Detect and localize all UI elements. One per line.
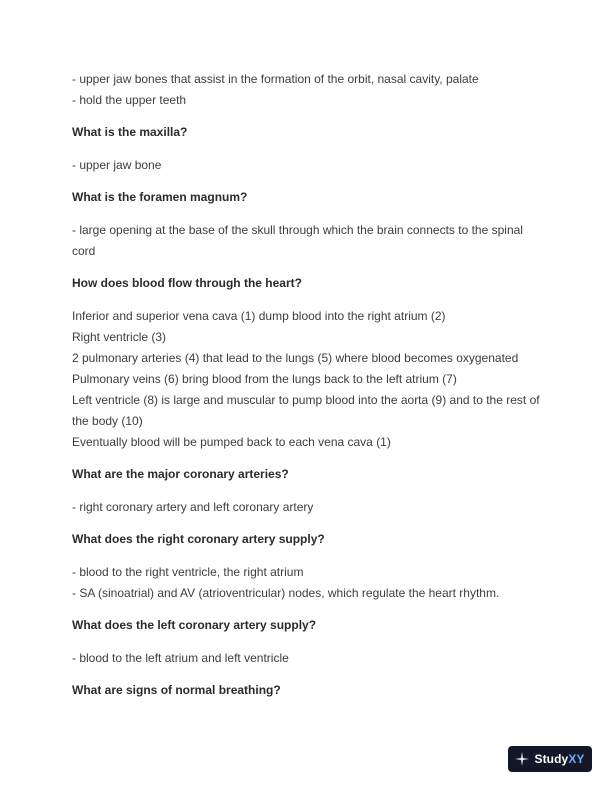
answer-block [72,562,542,604]
text-line: - upper jaw bones that assist in the formation of the orbit, nasal cavity, palate [72,72,479,86]
answer-block [72,648,542,669]
question-heading: What is the maxilla? [72,125,188,139]
answer-line: Left ventricle (8) is large and muscular to pump blood into the aorta (9) and to the rest of the body (10) [72,393,540,428]
answer-line: Pulmonary veins (6) bring blood from the lungs back to the left atrium (7) [72,372,457,386]
answer-line: Eventually blood will be pumped back to each vena cava (1) [72,435,391,449]
answer-block [72,220,542,262]
answer-line: Inferior and superior vena cava (1) dump blood into the right atrium (2) [72,309,446,323]
answer-line: - large opening at the base of the skull through which the brain connects to the spinal cord [72,223,523,258]
logo-brand: Study [534,752,569,766]
question-heading: What does the left coronary artery supply? [72,618,317,632]
logo-brand-accent: XY [568,752,585,766]
answer-line: - blood to the right ventricle, the right atrium [72,565,304,579]
plus-sparkle-icon [515,752,529,766]
document-body [72,69,542,713]
question-heading: What are signs of normal breathing? [72,683,281,697]
answer-line: - right coronary artery and left coronary artery [72,500,314,514]
intro-block [72,69,542,111]
answer-line: - blood to the left atrium and left ventricle [72,651,289,665]
answer-line: Right ventricle (3) [72,330,167,344]
studyxy-logo[interactable] [508,746,592,772]
question-heading: What is the foramen magnum? [72,190,248,204]
question-heading: What are the major coronary arteries? [72,467,289,481]
question-heading: What does the right coronary artery supply? [72,532,325,546]
answer-line: 2 pulmonary arteries (4) that lead to the lungs (5) where blood becomes oxygenated [72,351,519,365]
answer-line: - upper jaw bone [72,158,162,172]
answer-block [72,497,542,518]
answer-block [72,155,542,176]
question-heading: How does blood flow through the heart? [72,276,302,290]
text-line: - hold the upper teeth [72,93,187,107]
answer-line: - SA (sinoatrial) and AV (atrioventricular) nodes, which regulate the heart rhythm. [72,586,500,600]
logo-wordmark [534,752,584,766]
answer-block [72,306,542,453]
